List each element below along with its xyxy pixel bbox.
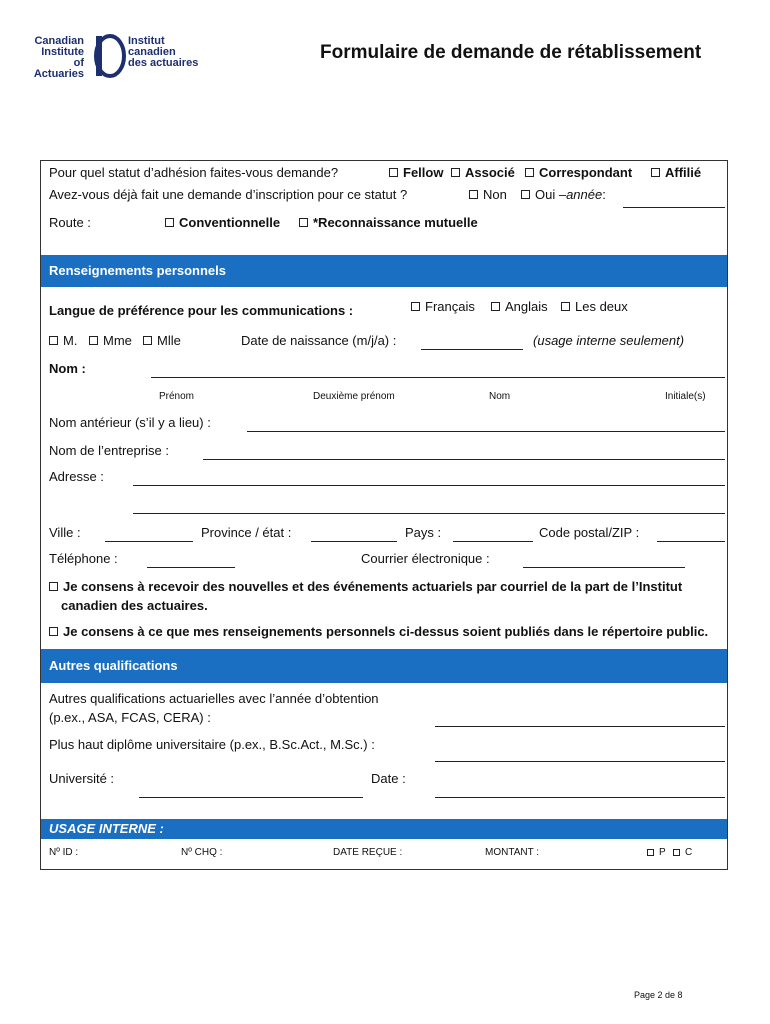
prior-question: Avez-vous déjà fait une demande d’inscription pour ce statut ? — [49, 187, 408, 202]
option-fellow[interactable] — [389, 165, 443, 180]
internal-chq: Nº CHQ : — [181, 847, 223, 858]
address-label: Adresse : — [49, 469, 104, 484]
other-quals-field[interactable] — [435, 726, 725, 727]
logo-en-line: Institute of — [41, 46, 84, 69]
logo-text-en — [30, 36, 84, 80]
university-field[interactable] — [139, 797, 363, 798]
postal-label: Code postal/ZIP : — [539, 525, 640, 540]
consent-news[interactable] — [49, 579, 682, 594]
dob-note-text: usage interne seulement — [537, 333, 680, 348]
address-field-1[interactable] — [133, 485, 725, 486]
consent-news-cont: canadien des actuaires. — [61, 598, 208, 613]
date-field[interactable] — [435, 797, 725, 798]
checkbox-icon — [525, 168, 534, 177]
name-part-middle: Deuxième prénom — [313, 391, 395, 402]
option-label: Français — [425, 299, 475, 314]
section-header-personal — [41, 255, 727, 287]
degree-field[interactable] — [435, 761, 725, 762]
checkbox-icon — [673, 849, 680, 856]
checkbox-icon — [49, 336, 58, 345]
name-part-last: Nom — [489, 391, 511, 402]
option-label: Correspondant — [539, 165, 633, 180]
dob-field[interactable] — [421, 349, 523, 350]
name-field[interactable] — [151, 377, 725, 378]
checkbox-icon — [651, 168, 660, 177]
internal-date-recue: DATE REÇUE : — [333, 847, 403, 858]
checkbox-icon — [165, 218, 174, 227]
option-mme[interactable] — [89, 333, 132, 348]
option-label: Oui – — [535, 187, 567, 202]
email-field[interactable] — [523, 567, 685, 568]
phone-field[interactable] — [147, 567, 235, 568]
company-label: Nom de l’entreprise : — [49, 443, 169, 458]
option-correspondant[interactable] — [525, 165, 632, 180]
city-field[interactable] — [105, 541, 193, 542]
option-label: P — [659, 847, 666, 858]
province-label: Province / état : — [201, 525, 292, 540]
country-label: Pays : — [405, 525, 442, 540]
name-part-first: Prénom — [159, 391, 195, 402]
consent-directory-text: Je consens à ce que mes renseignements personnels ci-dessus soient publiés dans le répertoire public. — [63, 624, 709, 639]
company-field[interactable] — [203, 459, 725, 460]
dob-note: (usage interne seulement) — [533, 333, 685, 348]
section-title: Autres qualifications — [49, 658, 178, 673]
email-label: Courrier électronique : — [361, 551, 490, 566]
address-field-2[interactable] — [133, 513, 725, 514]
option-label: *Reconnaissance mutuelle — [313, 215, 478, 230]
section-header-internal — [41, 819, 727, 839]
consent-directory[interactable] — [49, 624, 708, 639]
degree-label: Plus haut diplôme universitaire (p.ex., B.Sc.Act., M.Sc.) : — [49, 737, 375, 752]
status-question: Pour quel statut d’adhésion faites-vous demande? — [49, 165, 339, 180]
option-non[interactable] — [469, 187, 507, 202]
option-francais[interactable] — [411, 299, 475, 314]
city-label: Ville : — [49, 525, 81, 540]
logo-text-fr — [128, 36, 198, 69]
consent-news-text: Je consens à recevoir des nouvelles et des événements actuariels par courriel de la part de l’Institut — [63, 579, 683, 594]
language-label: Langue de préférence pour les communications : — [49, 303, 354, 318]
route-label: Route : — [49, 215, 91, 230]
logo-fr-line: canadien — [128, 46, 176, 58]
checkbox-icon — [469, 190, 478, 199]
postal-field[interactable] — [657, 541, 725, 542]
checkbox-icon — [299, 218, 308, 227]
date-label: Date : — [371, 771, 406, 786]
country-field[interactable] — [453, 541, 533, 542]
option-label: C — [685, 847, 693, 858]
option-label: M. — [63, 333, 78, 348]
page-title: Formulaire de demande de rétablissement — [320, 42, 702, 63]
option-label: Fellow — [403, 165, 444, 180]
option-reconnaissance[interactable] — [299, 215, 478, 230]
section-title: Renseignements personnels — [49, 263, 226, 278]
form-box — [40, 160, 728, 870]
logo-mark-icon — [86, 34, 126, 78]
logo — [30, 34, 210, 78]
option-label: Affilié — [665, 165, 702, 180]
checkbox-icon — [389, 168, 398, 177]
option-label: Associé — [465, 165, 515, 180]
page-number: Page 2 de 8 — [634, 990, 683, 1000]
checkbox-icon — [143, 336, 152, 345]
option-label: Conventionnelle — [179, 215, 281, 230]
option-label: Anglais — [505, 299, 548, 314]
option-conventionnelle[interactable] — [165, 215, 280, 230]
checkbox-icon — [647, 849, 654, 856]
former-name-field[interactable] — [247, 431, 725, 432]
section-header-qualifications — [41, 649, 727, 683]
option-anglais[interactable] — [491, 299, 548, 314]
internal-id: Nº ID : — [49, 847, 79, 858]
checkbox-icon — [49, 582, 58, 591]
dob-label: Date de naissance (m/j/a) : — [241, 333, 397, 348]
internal-option-p[interactable] — [647, 847, 666, 858]
name-label: Nom : — [49, 361, 86, 376]
option-m[interactable] — [49, 333, 77, 348]
other-quals-label-2: (p.ex., ASA, FCAS, CERA) : — [49, 710, 211, 725]
logo-en-line: Actuaries — [33, 68, 84, 80]
option-label: Mme — [103, 333, 132, 348]
other-quals-label: Autres qualifications actuarielles avec l’année d’obtention — [49, 691, 379, 706]
logo-fr-line: Institut — [128, 35, 165, 47]
annee-colon: : — [602, 187, 606, 202]
option-label: Les deux — [575, 299, 628, 314]
section-title: USAGE INTERNE : — [49, 821, 164, 836]
internal-option-c[interactable] — [673, 847, 692, 858]
annee-label: année — [566, 187, 603, 202]
checkbox-icon — [561, 302, 570, 311]
annee-field[interactable] — [623, 207, 725, 208]
option-mlle[interactable] — [143, 333, 181, 348]
former-name-label: Nom antérieur (s’il y a lieu) : — [49, 415, 211, 430]
university-label: Université : — [49, 771, 115, 786]
checkbox-icon — [411, 302, 420, 311]
option-les-deux[interactable] — [561, 299, 628, 314]
phone-label: Téléphone : — [49, 551, 118, 566]
checkbox-icon — [451, 168, 460, 177]
internal-montant: MONTANT : — [485, 847, 540, 858]
option-label: Non — [483, 187, 507, 202]
option-label: Mlle — [157, 333, 181, 348]
checkbox-icon — [89, 336, 98, 345]
option-associe[interactable] — [451, 165, 515, 180]
option-oui[interactable] — [521, 187, 606, 202]
province-field[interactable] — [311, 541, 397, 542]
checkbox-icon — [49, 627, 58, 636]
option-affilie[interactable] — [651, 165, 701, 180]
checkbox-icon — [521, 190, 530, 199]
name-part-initials: Initiale(s) — [665, 391, 706, 402]
logo-en-line: Canadian — [34, 35, 84, 47]
logo-fr-line: des actuaires — [128, 57, 199, 69]
checkbox-icon — [491, 302, 500, 311]
